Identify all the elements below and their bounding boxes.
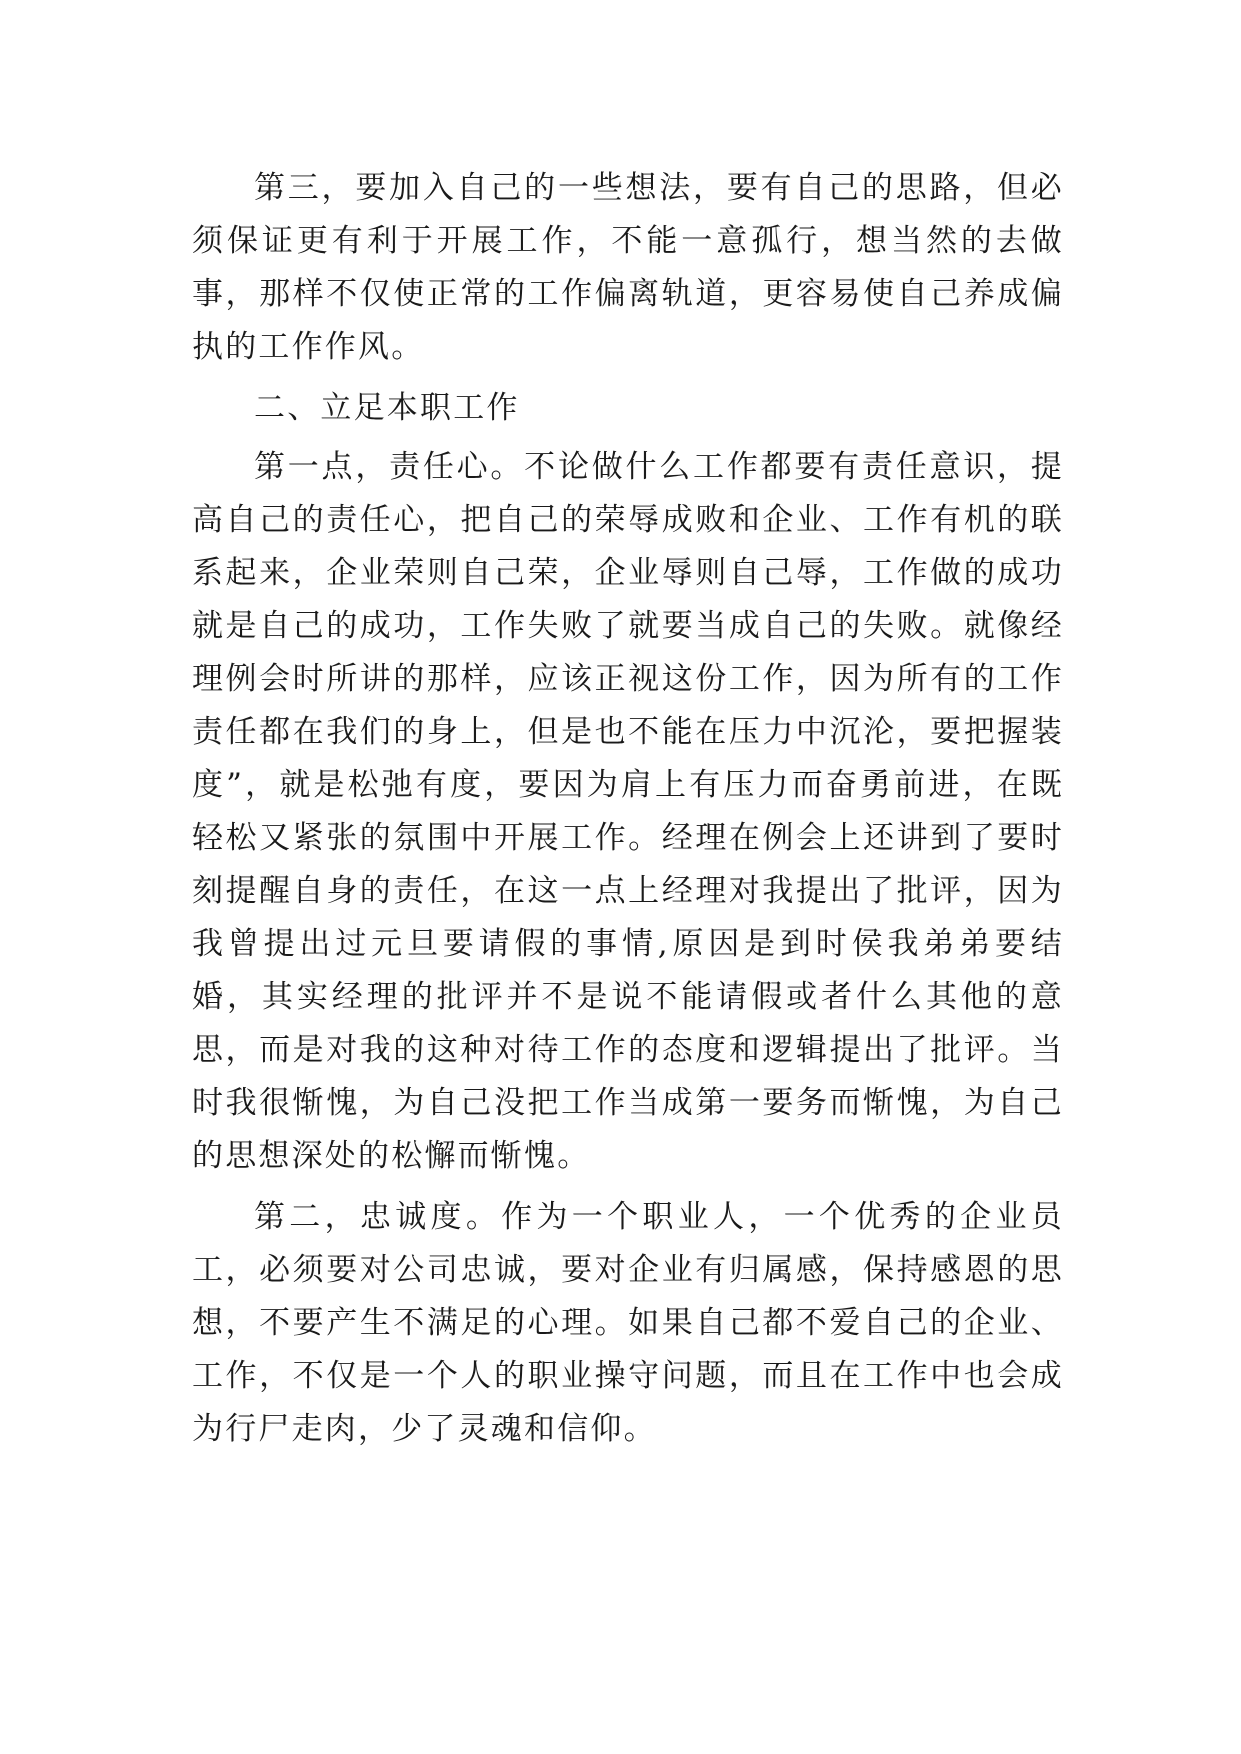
- paragraph-loyalty: 第二，忠诚度。作为一个职业人，一个优秀的企业员工，必须要对公司忠诚，要对企业有归属感，保持感恩的思想，不要产生不满足的心理。如果自己都不爱自己的企业、工作，不仅是一个人的职业操守问题，而且在工作中也会成为行尸走肉，少了灵魂和信仰。: [192, 1199, 1064, 1447]
- document-body: [192, 162, 1064, 1464]
- paragraph-third-point: 第三，要加入自己的一些想法，要有自己的思路，但必须保证更有利于开展工作，不能一意孤行，想当然的去做事，那样不仅使正常的工作偏离轨道，更容易使自己养成偏执的工作作风。: [192, 170, 1064, 365]
- section-heading: 二、立足本职工作: [254, 390, 520, 426]
- paragraph-responsibility: 第一点，责任心。不论做什么工作都要有责任意识，提高自己的责任心，把自己的荣辱成败和企业、工作有机的联系起来，企业荣则自己荣，企业辱则自己辱，工作做的成功就是自己的成功，工作失败了就要当成自己的失败。就像经理例会时所讲的那样，应该正视这份工作，因为所有的工作责任都在我们的身上，但是也不能在压力中沉沦，要把握装度”，就是松弛有度，要因为肩上有压力而奋勇前进，在既轻松又紧张的氛围中开展工作。经理在例会上还讲到了要时刻提醒自身的责任，在这一点上经理对我提出了批评，因为我曾提出过元旦要请假的事情,原因是到时侯我弟弟要结婚，其实经理的批评并不是说不能请假或者什么其他的意思，而是对我的这种对待工作的态度和逻辑提出了批评。当时我很惭愧，为自己没把工作当成第一要务而惭愧，为自己的思想深处的松懈而惭愧。: [192, 449, 1064, 1174]
